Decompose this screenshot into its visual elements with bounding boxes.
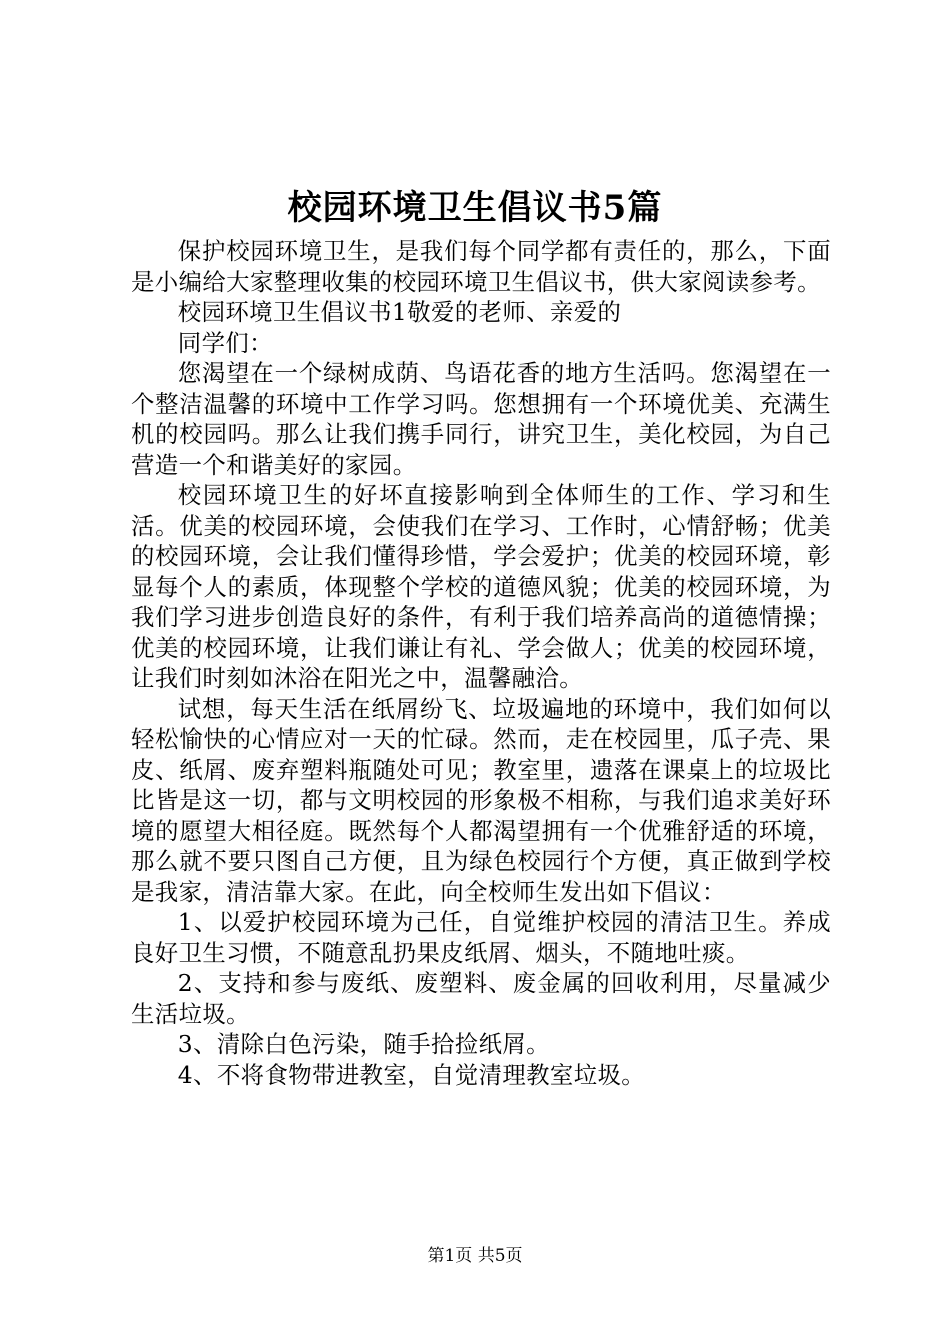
paragraph-salutation: 同学们： <box>177 328 273 357</box>
paragraph-3: 试想，每天生活在纸屑纷飞、垃圾遍地的环境中，我们如何以轻松愉快的心情应对一天的忙碌。然而，走在校园里，瓜子壳、果皮、纸屑、废弃塑料瓶随处可见；教室里，遗落在课桌上的垃圾比比皆是这一切，都与文明校园的形象极不相称，与我们追求美好环境的愿望大相径庭。既然每个人都渴望拥有一个优雅舒适的环境，那么就不要只图自己方便，且为绿色校园行个方便，真正做到学校是我家，清洁靠大家。在此，向全校师生发出如下倡议： <box>131 694 831 906</box>
paragraph-heading-1: 校园环境卫生倡议书1敬爱的老师、亲爱的 <box>177 298 622 326</box>
list-item-2: 2、支持和参与废纸、废塑料、废金属的回收利用，尽量减少生活垃圾。 <box>131 969 831 1028</box>
list-item-1: 1、以爱护校园环境为己任，自觉维护校园的清洁卫生。养成良好卫生习惯，不随意乱扔果皮纸屑、烟头，不随地吐痰。 <box>131 908 831 967</box>
document-body <box>131 236 831 1090</box>
list-item-4: 4、不将食物带进教室，自觉清理教室垃圾。 <box>177 1060 646 1089</box>
list-item-3: 3、清除白色污染，随手拾捡纸屑。 <box>177 1030 550 1058</box>
page-footer: 第1页 共5页 <box>427 1246 523 1266</box>
document-title: 校园环境卫生倡议书5篇 <box>287 188 663 228</box>
paragraph-intro: 保护校园环境卫生，是我们每个同学都有责任的，那么，下面是小编给大家整理收集的校园环境卫生倡议书，供大家阅读参考。 <box>131 237 831 296</box>
paragraph-1: 您渴望在一个绿树成荫、鸟语花香的地方生活吗。您渴望在一个整洁温馨的环境中工作学习吗。您想拥有一个环境优美、充满生机的校园吗。那么让我们携手同行，讲究卫生，美化校园，为自己营造一个和谐美好的家园。 <box>131 359 831 479</box>
paragraph-2: 校园环境卫生的好坏直接影响到全体师生的工作、学习和生活。优美的校园环境，会使我们在学习、工作时，心情舒畅；优美的校园环境，会让我们懂得珍惜，学会爱护；优美的校园环境，彰显每个人的素质，体现整个学校的道德风貌；优美的校园环境，为我们学习进步创造良好的条件，有利于我们培养高尚的道德情操；优美的校园环境，让我们谦让有礼、学会做人；优美的校园环境，让我们时刻如沐浴在阳光之中，温馨融洽。 <box>131 481 831 692</box>
